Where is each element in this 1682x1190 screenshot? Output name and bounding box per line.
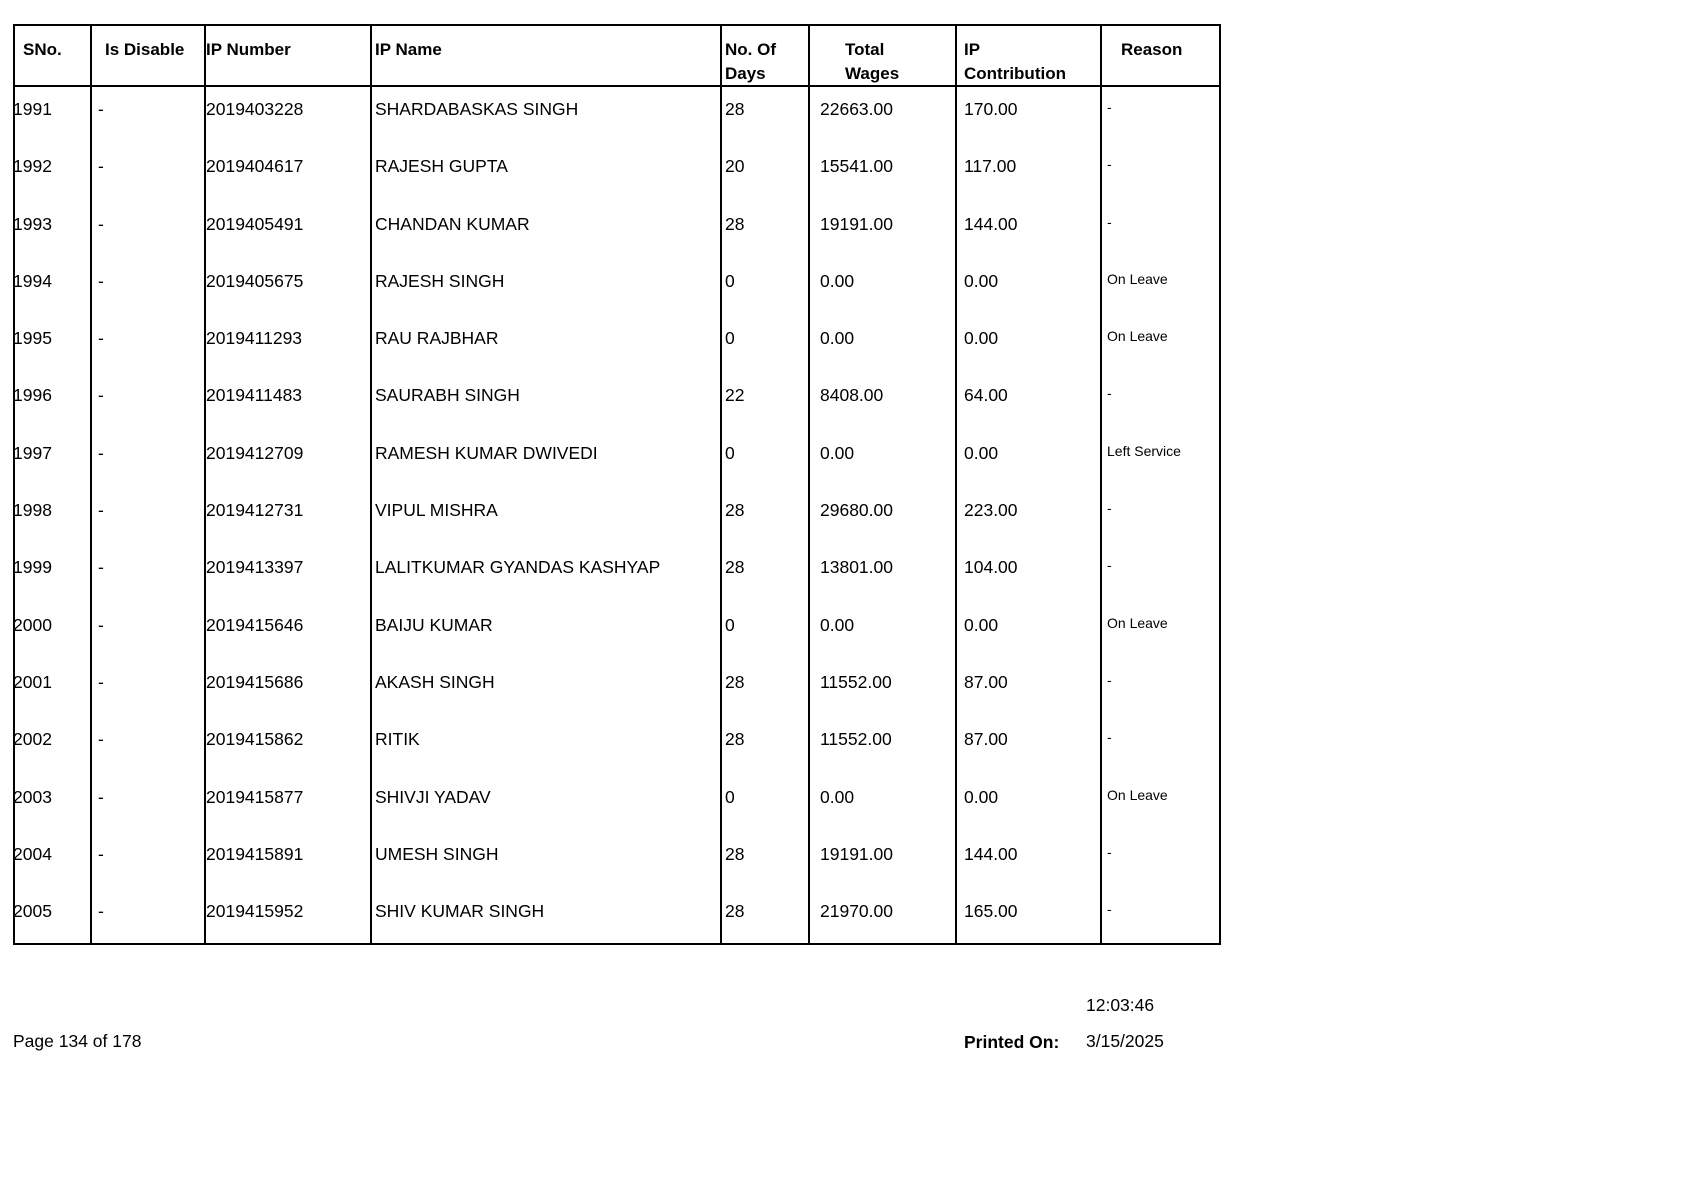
cell-ip-number: 2019413397 <box>206 557 304 578</box>
cell-ip-number: 2019405491 <box>206 213 304 234</box>
cell-contribution: 0.00 <box>964 442 999 463</box>
cell-sno: 2001 <box>13 671 52 692</box>
table-row <box>15 775 1219 832</box>
cell-reason: - <box>1107 843 1112 860</box>
cell-ip-name: SHIVJI YADAV <box>375 786 491 807</box>
header-contribution-line2: Contribution <box>964 64 1066 83</box>
cell-ip-number: 2019405675 <box>206 270 304 291</box>
cell-days: 28 <box>725 729 745 750</box>
cell-ip-name: RAJESH SINGH <box>375 270 505 291</box>
table-body <box>15 87 1219 946</box>
cell-sno: 1999 <box>13 557 52 578</box>
cell-wages: 15541.00 <box>820 156 893 177</box>
cell-wages: 0.00 <box>820 328 855 349</box>
page-number: Page 134 of 178 <box>13 1031 142 1051</box>
cell-ip-number: 2019411293 <box>206 328 303 349</box>
cell-contribution: 144.00 <box>964 843 1018 864</box>
cell-days: 0 <box>725 614 735 635</box>
cell-ip-number: 2019412709 <box>206 442 304 463</box>
cell-days: 0 <box>725 786 735 807</box>
cell-contribution: 64.00 <box>964 385 1008 406</box>
cell-reason: - <box>1107 213 1112 230</box>
cell-sno: 2004 <box>13 843 52 864</box>
cell-days: 28 <box>725 671 745 692</box>
cell-ip-number: 2019415862 <box>206 729 304 750</box>
cell-sno: 1995 <box>13 328 52 349</box>
header-days-line1: No. Of <box>725 40 776 59</box>
cell-reason: - <box>1107 901 1112 918</box>
cell-ip-number: 2019412731 <box>206 500 304 521</box>
table-row <box>15 603 1219 660</box>
table-row <box>15 889 1219 946</box>
cell-ip-number: 2019415877 <box>206 786 304 807</box>
cell-contribution: 87.00 <box>964 671 1008 692</box>
cell-is-disable: - <box>98 614 104 635</box>
cell-reason: - <box>1107 729 1112 746</box>
cell-reason: On Leave <box>1107 328 1168 345</box>
cell-ip-number: 2019403228 <box>206 99 304 119</box>
cell-ip-number: 2019415646 <box>206 614 304 635</box>
table-row <box>15 316 1219 373</box>
cell-wages: 11552.00 <box>820 671 892 692</box>
cell-ip-name: VIPUL MISHRA <box>375 500 498 521</box>
cell-ip-name: UMESH SINGH <box>375 843 499 864</box>
cell-days: 0 <box>725 270 735 291</box>
cell-ip-name: SHIV KUMAR SINGH <box>375 901 545 922</box>
cell-contribution: 0.00 <box>964 786 999 807</box>
header-sno: SNo. <box>23 40 62 59</box>
cell-ip-number: 2019411483 <box>206 385 303 406</box>
cell-reason: On Leave <box>1107 270 1168 287</box>
cell-wages: 11552.00 <box>820 729 892 750</box>
cell-reason: - <box>1107 156 1112 173</box>
cell-wages: 0.00 <box>820 614 855 635</box>
cell-days: 28 <box>725 901 745 922</box>
cell-days: 28 <box>725 843 745 864</box>
table-row <box>15 545 1219 602</box>
table-row <box>15 202 1219 259</box>
table-row <box>15 259 1219 316</box>
cell-reason: Left Service <box>1107 442 1181 459</box>
cell-sno: 1997 <box>13 442 52 463</box>
cell-is-disable: - <box>98 671 104 692</box>
cell-contribution: 223.00 <box>964 500 1018 521</box>
header-is-disable: Is Disable <box>105 40 185 59</box>
table-row <box>15 87 1219 144</box>
contribution-table <box>13 24 1221 945</box>
cell-ip-name: AKASH SINGH <box>375 671 495 692</box>
cell-is-disable: - <box>98 557 104 578</box>
cell-ip-name: RITIK <box>375 729 420 750</box>
cell-wages: 8408.00 <box>820 385 884 406</box>
table-row <box>15 832 1219 889</box>
cell-contribution: 165.00 <box>964 901 1018 922</box>
header-ip-number: IP Number <box>206 40 291 59</box>
cell-is-disable: - <box>98 786 104 807</box>
cell-reason: On Leave <box>1107 614 1168 631</box>
table-row <box>15 373 1219 430</box>
cell-wages: 22663.00 <box>820 99 893 119</box>
table-row <box>15 717 1219 774</box>
cell-days: 28 <box>725 500 745 521</box>
cell-contribution: 0.00 <box>964 328 999 349</box>
printed-date: 3/15/2025 <box>1086 1031 1164 1051</box>
cell-ip-number: 2019415686 <box>206 671 304 692</box>
cell-is-disable: - <box>98 729 104 750</box>
header-ip-name: IP Name <box>375 40 442 59</box>
cell-sno: 1994 <box>13 270 52 291</box>
cell-reason: - <box>1107 500 1112 517</box>
cell-ip-name: BAIJU KUMAR <box>375 614 493 635</box>
cell-reason: - <box>1107 99 1112 115</box>
table-row <box>15 660 1219 717</box>
cell-reason: - <box>1107 557 1112 574</box>
cell-ip-number: 2019415891 <box>206 843 304 864</box>
cell-sno: 2003 <box>13 786 52 807</box>
cell-wages: 21970.00 <box>820 901 893 922</box>
cell-is-disable: - <box>98 843 104 864</box>
cell-ip-name: LALITKUMAR GYANDAS KASHYAP <box>375 557 661 578</box>
cell-reason: - <box>1107 671 1112 688</box>
cell-is-disable: - <box>98 901 104 922</box>
cell-is-disable: - <box>98 500 104 521</box>
cell-days: 28 <box>725 213 745 234</box>
cell-sno: 1993 <box>13 213 52 234</box>
cell-sno: 1991 <box>13 99 52 119</box>
header-days-line2: Days <box>725 64 766 83</box>
cell-sno: 2002 <box>13 729 52 750</box>
cell-contribution: 170.00 <box>964 99 1018 119</box>
cell-is-disable: - <box>98 99 104 119</box>
cell-contribution: 0.00 <box>964 270 999 291</box>
cell-sno: 2000 <box>13 614 52 635</box>
cell-is-disable: - <box>98 156 104 177</box>
table-row <box>15 144 1219 201</box>
cell-days: 28 <box>725 99 745 119</box>
cell-contribution: 144.00 <box>964 213 1018 234</box>
cell-days: 28 <box>725 557 745 578</box>
cell-ip-name: SHARDABASKAS SINGH <box>375 99 579 119</box>
cell-days: 0 <box>725 328 735 349</box>
printed-time: 12:03:46 <box>1086 995 1155 1015</box>
cell-days: 0 <box>725 442 735 463</box>
printed-on-label: Printed On: <box>964 1032 1060 1052</box>
cell-wages: 0.00 <box>820 786 855 807</box>
header-wages-line1: Total <box>845 40 885 59</box>
table-row <box>15 488 1219 545</box>
cell-ip-number: 2019415952 <box>206 901 304 922</box>
cell-ip-name: CHANDAN KUMAR <box>375 213 530 234</box>
cell-ip-name: RAMESH KUMAR DWIVEDI <box>375 442 598 463</box>
table-row <box>15 431 1219 488</box>
cell-is-disable: - <box>98 328 104 349</box>
cell-ip-name: RAU RAJBHAR <box>375 328 499 349</box>
cell-is-disable: - <box>98 213 104 234</box>
header-wages-line2: Wages <box>845 64 900 83</box>
cell-sno: 1996 <box>13 385 52 406</box>
cell-reason: On Leave <box>1107 786 1168 803</box>
cell-contribution: 117.00 <box>964 156 1017 177</box>
cell-contribution: 0.00 <box>964 614 999 635</box>
cell-wages: 19191.00 <box>820 843 893 864</box>
cell-ip-number: 2019404617 <box>206 156 304 177</box>
cell-sno: 1992 <box>13 156 52 177</box>
cell-wages: 0.00 <box>820 270 855 291</box>
header-contribution-line1: IP <box>964 40 981 59</box>
cell-is-disable: - <box>98 385 104 406</box>
header-reason: Reason <box>1121 40 1183 59</box>
cell-ip-name: SAURABH SINGH <box>375 385 520 406</box>
cell-reason: - <box>1107 385 1112 402</box>
cell-wages: 19191.00 <box>820 213 893 234</box>
cell-days: 20 <box>725 156 745 177</box>
cell-days: 22 <box>725 385 745 406</box>
cell-wages: 29680.00 <box>820 500 893 521</box>
cell-wages: 13801.00 <box>820 557 893 578</box>
cell-is-disable: - <box>98 442 104 463</box>
cell-ip-name: RAJESH GUPTA <box>375 156 508 177</box>
cell-contribution: 104.00 <box>964 557 1018 578</box>
cell-is-disable: - <box>98 270 104 291</box>
cell-sno: 1998 <box>13 500 52 521</box>
cell-contribution: 87.00 <box>964 729 1008 750</box>
cell-sno: 2005 <box>13 901 52 922</box>
cell-wages: 0.00 <box>820 442 855 463</box>
